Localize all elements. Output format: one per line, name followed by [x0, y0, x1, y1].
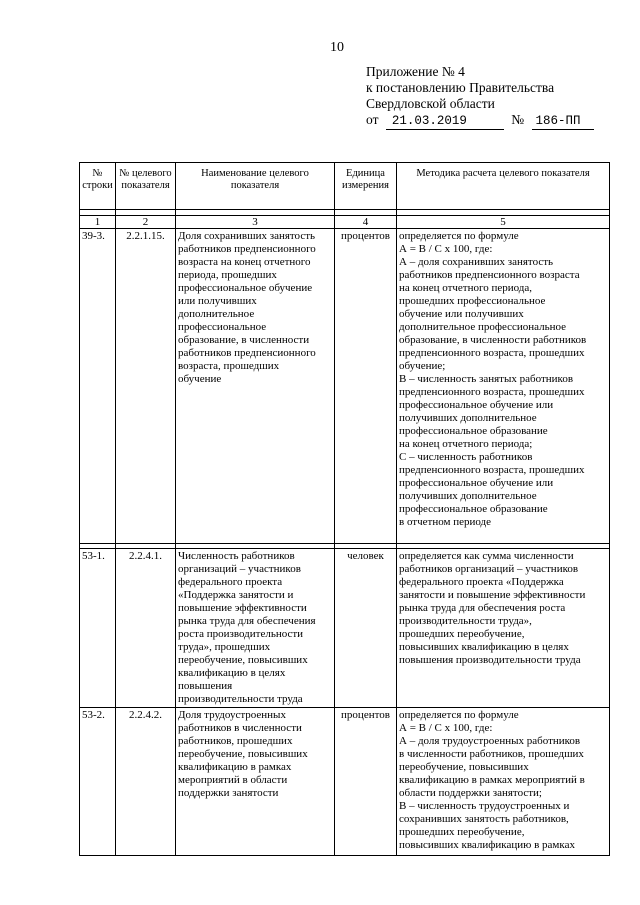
column-number: 3: [176, 216, 335, 229]
text-line: профессиональное обучение: [178, 282, 313, 294]
text-line: рынка труда для обеспечения: [178, 615, 316, 627]
text-line: сохранивших занятость работников,: [399, 813, 569, 825]
text-line: повышения производительности труда: [399, 654, 581, 666]
page-number: 10: [330, 40, 344, 55]
column-number: 4: [335, 216, 397, 229]
row-number: 39-3.: [80, 229, 116, 544]
text-line: квалификацию в рамках: [178, 761, 292, 773]
text-line: повысивших квалификацию в рамках: [399, 839, 575, 851]
header-indicator-no: № целевого показателя: [116, 163, 176, 210]
indicator-number: 2.2.1.15.: [116, 229, 176, 544]
from-label: от: [366, 112, 379, 127]
indicators-table: [79, 162, 610, 856]
text-line: определяется как сумма численности: [399, 550, 574, 562]
table-row: [80, 549, 610, 708]
decree-number: 186-ПП: [532, 113, 594, 130]
text-line: занятости и повышение эффективности: [399, 589, 586, 601]
appendix-header: [366, 64, 594, 130]
header-line-3: Свердловской области: [366, 96, 495, 111]
text-line: получивших дополнительное: [399, 490, 537, 502]
text-line: работников в численности: [178, 722, 302, 734]
column-number: 5: [397, 216, 610, 229]
text-line: или получивших: [178, 295, 257, 307]
text-line: в численности работников, прошедших: [399, 748, 584, 760]
unit: процентов: [335, 229, 397, 544]
text-line: дополнительное профессиональное: [399, 321, 567, 333]
header-line-1: Приложение № 4: [366, 64, 465, 79]
text-line: Численность работников: [178, 550, 295, 562]
column-numbers-row: [80, 216, 610, 229]
text-line: С – численность работников: [399, 451, 533, 463]
text-line: периода, прошедших: [178, 269, 277, 281]
text-line: образование, в численности работников: [399, 334, 587, 346]
number-label: №: [511, 112, 525, 127]
text-line: А – доля сохранивших занятость: [399, 256, 554, 268]
text-line: предпенсионного возраста, прошедших: [399, 386, 585, 398]
text-line: поддержки занятости: [178, 787, 279, 799]
column-number: 2: [116, 216, 176, 229]
text-line: обучение;: [399, 360, 446, 372]
row-number: 53-2.: [80, 708, 116, 856]
text-line: на конец отчетного периода,: [399, 282, 533, 294]
text-line: профессиональное: [178, 321, 267, 333]
indicator-name: [176, 708, 335, 856]
text-line: В – численность трудоустроенных и: [399, 800, 570, 812]
text-line: получивших дополнительное: [399, 412, 537, 424]
text-line: производительности труда»,: [399, 615, 532, 627]
text-line: предпенсионного возраста, прошедших: [399, 347, 585, 359]
text-line: труда», прошедших: [178, 641, 271, 653]
header-line-2: к постановлению Правительства: [366, 80, 555, 95]
text-line: возраста на конец отчетного: [178, 256, 311, 268]
table-row: [80, 229, 610, 544]
indicator-number: 2.2.4.1.: [116, 549, 176, 708]
text-line: прошедших переобучение,: [399, 826, 525, 838]
text-line: прошедших переобучение,: [399, 628, 525, 640]
text-line: в отчетном периоде: [399, 516, 492, 528]
calculation-method: [397, 229, 610, 544]
text-line: возраста, прошедших: [178, 360, 280, 372]
text-line: квалификацию в целях: [178, 667, 286, 679]
decree-date: 21.03.2019: [386, 113, 504, 130]
text-line: определяется по формуле: [399, 230, 519, 242]
column-number: 1: [80, 216, 116, 229]
indicator-name: [176, 229, 335, 544]
text-line: профессиональное образование: [399, 503, 548, 515]
text-line: профессиональное обучение или: [399, 477, 554, 489]
text-line: повышения: [178, 680, 233, 692]
text-line: переобучение, повысивших: [178, 654, 308, 666]
table-row: [80, 708, 610, 856]
unit: человек: [335, 549, 397, 708]
text-line: федерального проекта: [178, 576, 283, 588]
calculation-method: [397, 708, 610, 856]
text-line: повышение эффективности: [178, 602, 307, 614]
text-line: рынка труда для обеспечения роста: [399, 602, 566, 614]
indicator-number: 2.2.4.2.: [116, 708, 176, 856]
text-line: обучение: [178, 373, 222, 385]
text-line: прошедших профессиональное: [399, 295, 546, 307]
text-line: производительности труда: [178, 693, 303, 705]
text-line: переобучение, повысивших: [399, 761, 529, 773]
header-unit: Единица измерения: [335, 163, 397, 210]
table-header-row: [80, 163, 610, 210]
header-method: Методика расчета целевого показателя: [397, 163, 610, 210]
text-line: области поддержки занятости;: [399, 787, 542, 799]
text-line: предпенсионного возраста, прошедших: [399, 464, 585, 476]
text-line: работников предпенсионного: [178, 347, 316, 359]
text-line: организаций – участников: [178, 563, 301, 575]
text-line: федерального проекта «Поддержка: [399, 576, 564, 588]
text-line: квалификацию в рамках мероприятий в: [399, 774, 585, 786]
text-line: А = В / С х 100, где:: [399, 722, 493, 734]
text-line: А = В / С х 100, где:: [399, 243, 493, 255]
text-line: повысивших квалификацию в целях: [399, 641, 569, 653]
unit: процентов: [335, 708, 397, 856]
row-number: 53-1.: [80, 549, 116, 708]
text-line: переобучение, повысивших: [178, 748, 308, 760]
text-line: на конец отчетного периода;: [399, 438, 533, 450]
text-line: Доля сохранивших занятость: [178, 230, 316, 242]
text-line: работников предпенсионного возраста: [399, 269, 580, 281]
indicator-name: [176, 549, 335, 708]
text-line: образование, в численности: [178, 334, 310, 346]
text-line: профессиональное обучение или: [399, 399, 554, 411]
text-line: профессиональное образование: [399, 425, 548, 437]
text-line: В – численность занятых работников: [399, 373, 574, 385]
calculation-method: [397, 549, 610, 708]
text-line: «Поддержка занятости и: [178, 589, 294, 601]
text-line: определяется по формуле: [399, 709, 519, 721]
text-line: работников предпенсионного: [178, 243, 316, 255]
text-line: обучение или получивших: [399, 308, 524, 320]
header-row-no: № строки: [80, 163, 116, 210]
text-line: мероприятий в области: [178, 774, 288, 786]
text-line: А – доля трудоустроенных работников: [399, 735, 581, 747]
header-date-line: [366, 112, 594, 130]
text-line: роста производительности: [178, 628, 304, 640]
text-line: Доля трудоустроенных: [178, 709, 286, 721]
header-indicator-name: Наименование целевого показателя: [176, 163, 335, 210]
text-line: дополнительное: [178, 308, 255, 320]
text-line: работников, прошедших: [178, 735, 293, 747]
text-line: работников организаций – участников: [399, 563, 579, 575]
